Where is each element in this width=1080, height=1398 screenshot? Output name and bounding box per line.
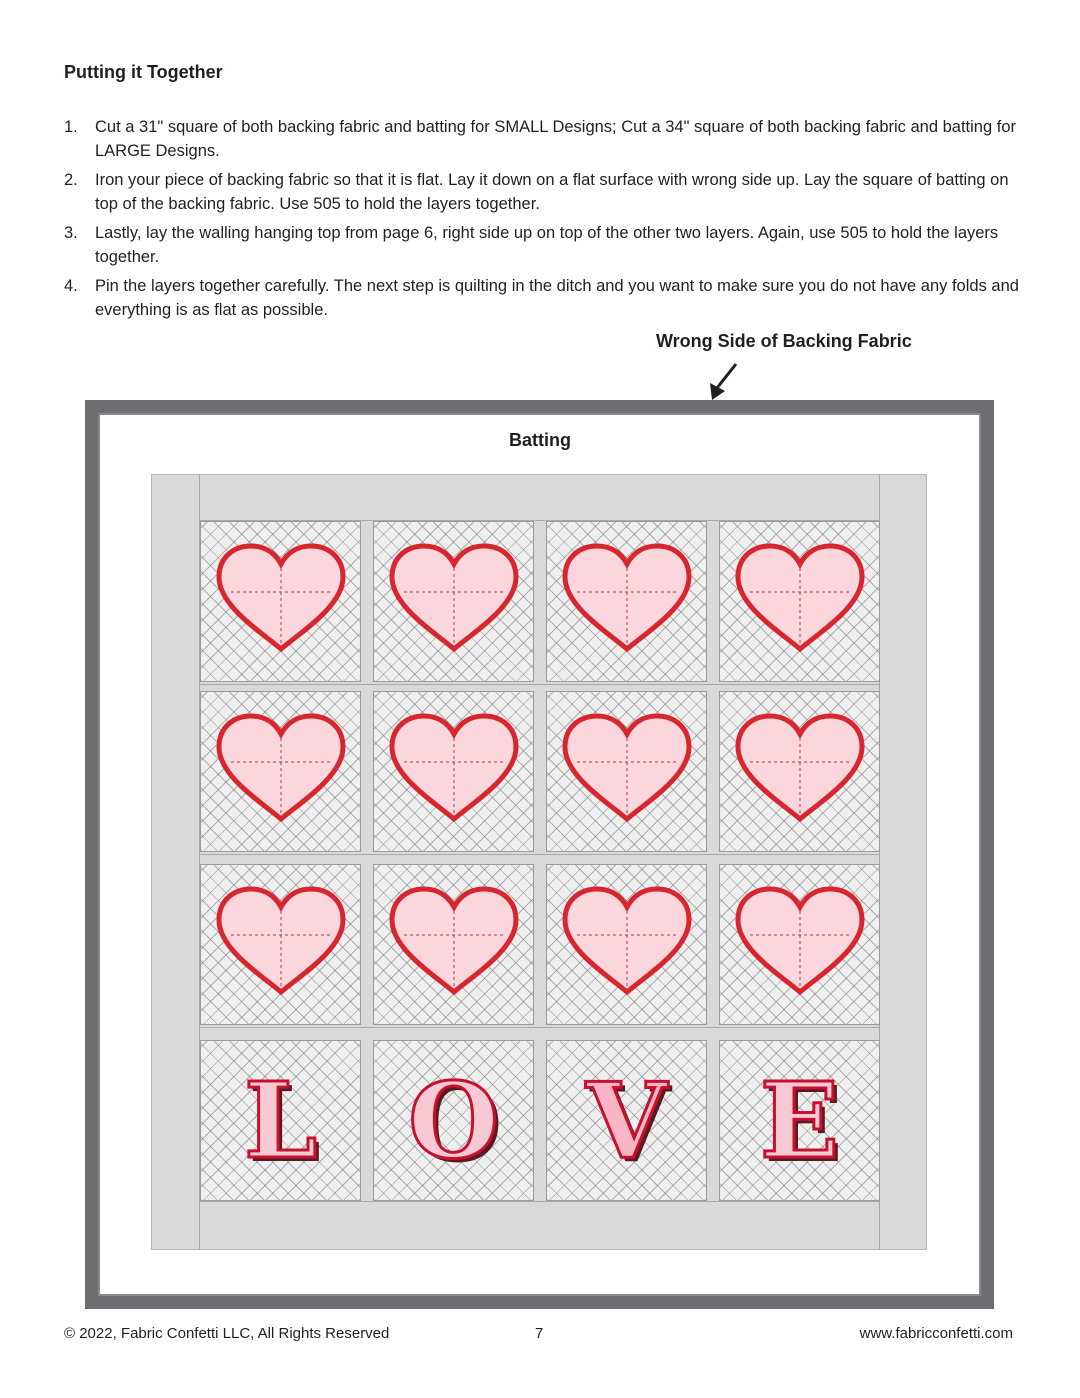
heart-icon (374, 692, 535, 853)
heart-icon (201, 692, 362, 853)
heart-icon (374, 522, 535, 683)
heart-icon (201, 865, 362, 1026)
letter-block (546, 1040, 707, 1201)
heart-block (373, 691, 534, 852)
heart-block (719, 521, 880, 682)
heart-icon (547, 865, 708, 1026)
step-number: 3. (64, 224, 78, 242)
letter-block (373, 1040, 534, 1201)
heart-icon (547, 692, 708, 853)
letter-l: L (243, 1059, 318, 1182)
footer-website: www.fabricconfetti.com (859, 1325, 1013, 1342)
sashing-line (199, 684, 880, 685)
step-text: Lastly, lay the walling hanging top from page 6, right side up on top of the other two layers. Again, use 505 to hold the layers together. (95, 224, 999, 266)
arrow-down-left-icon (700, 360, 740, 402)
letter-e: E (759, 1059, 840, 1182)
page-number: 7 (535, 1325, 544, 1342)
footer-copyright: © 2022, Fabric Confetti LLC, All Rights Reserved (64, 1325, 390, 1342)
step-text: Cut a 31" square of both backing fabric and batting for SMALL Designs; Cut a 34" square of both backing fabric and batting for LARGE Designs. (95, 118, 1016, 160)
heart-block (546, 521, 707, 682)
heart-block (719, 864, 880, 1025)
batting-label: Batting (509, 430, 571, 450)
heart-block (546, 864, 707, 1025)
letter-block (719, 1040, 880, 1201)
backing-fabric-label: Wrong Side of Backing Fabric (656, 331, 912, 351)
sashing-line (199, 1201, 880, 1202)
heart-block (200, 521, 361, 682)
heart-icon (720, 522, 881, 683)
step-number: 4. (64, 277, 78, 295)
instruction-step (64, 169, 1024, 216)
heart-block (373, 521, 534, 682)
section-heading: Putting it Together (64, 62, 223, 82)
step-number: 1. (64, 118, 78, 136)
instruction-step (64, 116, 1024, 163)
sashing-line (199, 854, 880, 855)
heart-block (546, 691, 707, 852)
letter-v: V (586, 1059, 667, 1182)
instruction-step (64, 222, 1024, 269)
sashing-line (199, 1027, 880, 1028)
instruction-list (64, 116, 1024, 328)
step-text: Iron your piece of backing fabric so that it is flat. Lay it down on a flat surface with wrong side up. Lay the square of batting on top of the backing fabric. Use 505 to hold the layers together. (95, 171, 1009, 213)
step-text: Pin the layers together carefully. The next step is quilting in the ditch and you want to make sure you do not have any folds and everything is as flat as possible. (95, 277, 1019, 319)
heart-block (373, 864, 534, 1025)
heart-icon (374, 865, 535, 1026)
heart-icon (720, 692, 881, 853)
instruction-step (64, 275, 1024, 322)
heart-block (200, 691, 361, 852)
step-number: 2. (64, 171, 78, 189)
letter-block (200, 1040, 361, 1201)
letter-o: O (408, 1059, 499, 1182)
heart-icon (547, 522, 708, 683)
heart-block (719, 691, 880, 852)
heart-icon (201, 522, 362, 683)
heart-icon (720, 865, 881, 1026)
heart-block (200, 864, 361, 1025)
